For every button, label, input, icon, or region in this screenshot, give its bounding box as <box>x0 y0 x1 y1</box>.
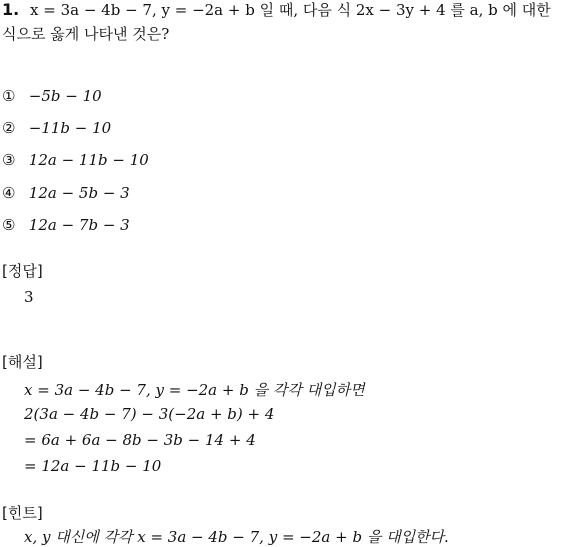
choice-3-mark: ③ <box>2 151 16 169</box>
choice-1[interactable] <box>2 86 102 106</box>
explanation-line-2: 2(3a − 4b − 7) − 3(−2a + b) + 4 <box>24 405 275 423</box>
choice-4-text: 12a − 5b − 3 <box>28 184 130 202</box>
explanation-line-1: x = 3a − 4b − 7, y = −2a + b 을 각각 대입하면 <box>24 381 365 399</box>
explanation-label: [해설] <box>2 353 43 371</box>
choice-3-text: 12a − 11b − 10 <box>28 151 149 169</box>
choice-5[interactable] <box>2 215 130 235</box>
hint-label: [힌트] <box>2 504 43 522</box>
choice-2-text: −11b − 10 <box>28 119 112 137</box>
question-line-2: 식으로 옳게 나타낸 것은? <box>2 25 170 43</box>
answer-label: [정답] <box>2 262 43 280</box>
choice-2-mark: ② <box>2 119 16 137</box>
choice-1-text: −5b − 10 <box>28 87 102 105</box>
choice-3[interactable] <box>2 150 149 170</box>
answer-value: 3 <box>24 288 34 306</box>
choice-1-mark: ① <box>2 87 16 105</box>
explanation-line-4: = 12a − 11b − 10 <box>24 457 162 475</box>
question-line-1 <box>2 0 551 20</box>
question-number: 1. <box>2 0 20 19</box>
choice-5-text: 12a − 7b − 3 <box>28 216 130 234</box>
choice-4[interactable] <box>2 183 130 203</box>
question-text-1: x = 3a − 4b − 7, y = −2a + b 일 때, 다음 식 2x − 3y + 4 를 a, b 에 대한 <box>30 1 551 19</box>
choice-2[interactable] <box>2 118 111 138</box>
explanation-line-3: = 6a + 6a − 8b − 3b − 14 + 4 <box>24 431 256 449</box>
choice-4-mark: ④ <box>2 184 16 202</box>
hint-line: x, y 대신에 각각 x = 3a − 4b − 7, y = −2a + b 을 대입한다. <box>24 528 449 546</box>
choice-5-mark: ⑤ <box>2 216 16 234</box>
